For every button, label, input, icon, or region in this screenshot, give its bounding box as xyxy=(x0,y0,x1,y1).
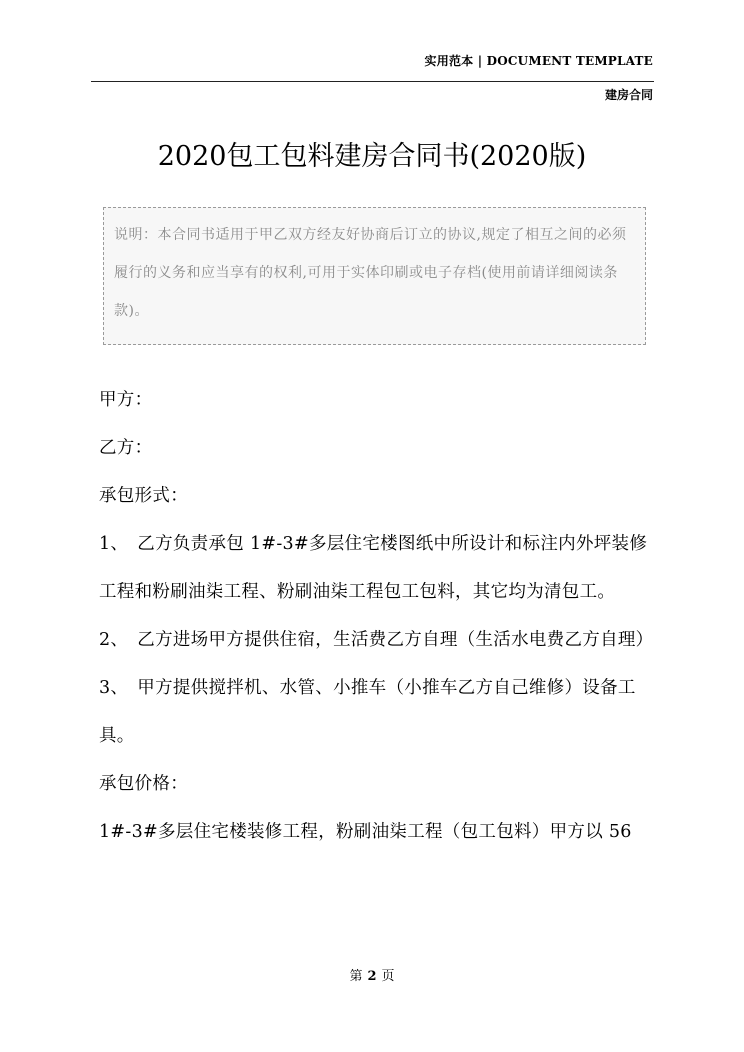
clause-1: 1、 乙方负责承包 1#-3#多层住宅楼图纸中所设计和标注内外坪装修工程和粉刷油柒工程、粉刷油柒工程包工包料，其它均为清包工。 xyxy=(99,534,648,602)
page-number: 2 xyxy=(367,969,377,984)
page-prefix: 第 xyxy=(349,969,363,984)
document-title: 2020包工包料建房合同书(2020版) xyxy=(157,141,587,172)
clause-2: 2、 乙方进场甲方提供住宿，生活费乙方自理（生活水电费乙方自理） xyxy=(99,630,654,650)
description-note-box xyxy=(103,207,646,345)
header-category: 建房合同 xyxy=(604,88,653,102)
page-footer xyxy=(0,965,744,984)
description-note-text: 说明：本合同书适用于甲乙双方经友好协商后订立的协议,规定了相互之间的必须履行的义务和应当享有的权利,可用于实体印刷或电子存档(使用前请详细阅读条款)。 xyxy=(114,227,627,319)
header-divider xyxy=(91,81,654,82)
contract-price-heading: 承包价格： xyxy=(99,774,188,794)
price-clause: 1#-3#多层住宅楼装修工程，粉刷油柒工程（包工包料）甲方以 56 xyxy=(99,822,632,842)
page-suffix: 页 xyxy=(381,969,395,984)
header-document-template: 实用范本 | DOCUMENT TEMPLATE xyxy=(424,54,653,68)
clause-3: 3、 甲方提供搅拌机、水管、小推车（小推车乙方自己维修）设备工具。 xyxy=(99,678,636,746)
contract-body xyxy=(99,376,659,856)
contract-form-heading: 承包形式： xyxy=(99,486,188,506)
party-b-label: 乙方： xyxy=(99,438,153,458)
party-a-label: 甲方： xyxy=(99,390,153,410)
